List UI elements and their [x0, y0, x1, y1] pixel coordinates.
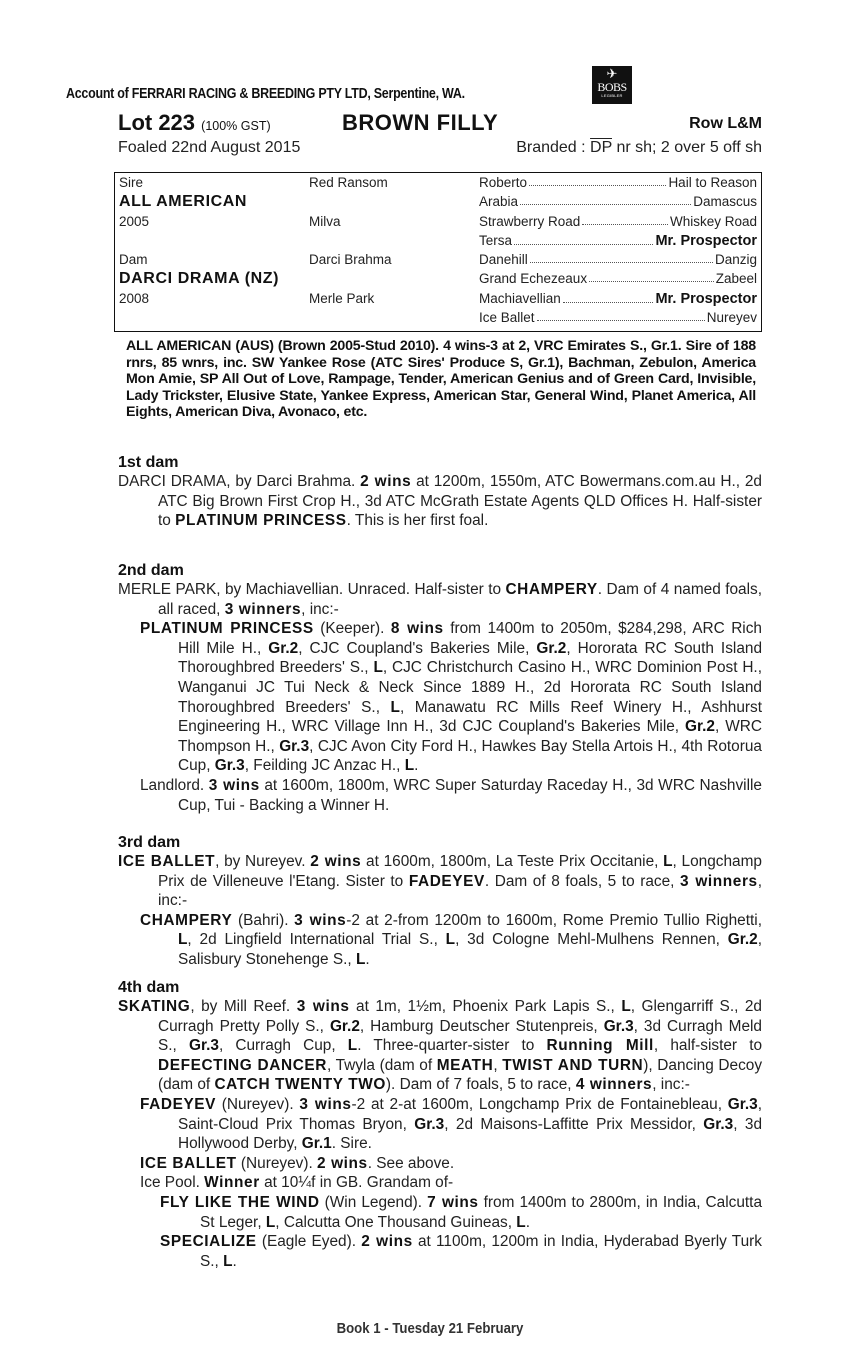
grade: Gr.3	[279, 737, 310, 755]
page-footer: Book 1 - Tuesday 21 February	[336, 1320, 524, 1337]
sire-dam: Milva	[309, 214, 341, 229]
grade: Gr.1	[301, 1135, 332, 1153]
sire-label: Sire	[119, 175, 144, 190]
grade: L	[663, 853, 673, 870]
progeny-champery	[118, 911, 762, 970]
brand-mark: $\overline{DP}$	[590, 139, 612, 156]
horse-name: PLATINUM PRINCESS	[175, 512, 347, 530]
gp-right: Nureyev	[706, 310, 757, 325]
dam-label: Dam	[119, 252, 148, 267]
leader-dots	[529, 175, 666, 186]
text: MERLE PARK, by Machiavellian. Unraced. Half-sister to	[118, 581, 506, 598]
text: at 1600m, 1800m, WRC Super Saturday Raceday H., 3d WRC Nashville Cup, Tui - Backing a Winner H.	[178, 776, 762, 814]
grade: Gr.3	[188, 1037, 219, 1055]
leader-dots	[589, 271, 714, 282]
grandprogeny-specialize	[118, 1232, 762, 1271]
text: , half-sister to	[653, 1037, 763, 1055]
horse-name: FADEYEV	[408, 872, 485, 890]
grandparent-row	[479, 233, 757, 249]
wins: 3 wins	[299, 1095, 352, 1113]
text: (Win Legend).	[319, 1193, 428, 1211]
fourth-dam-section	[118, 979, 762, 1271]
progeny-landlord	[118, 776, 762, 815]
wins: 8 wins	[390, 620, 444, 638]
grade: Gr.3	[727, 1095, 758, 1113]
leader-dots	[563, 291, 654, 303]
foaled-date: Foaled 22nd August 2015	[118, 139, 301, 156]
sire-name: ALL AMERICAN	[119, 193, 248, 210]
text: DARCI DRAMA, by Darci Brahma.	[118, 473, 361, 490]
grandparent-row	[479, 252, 757, 267]
grandparent-row	[479, 175, 757, 190]
text: , Manawatu RC Mills Reef Winery H., Ashhurst Engineering H., WRC Village Inn H., 3d CJC Coupland's Bakeries Mile,	[178, 698, 762, 736]
gp-left: Roberto	[479, 175, 528, 190]
text: , Twyla (dam of	[327, 1056, 437, 1074]
horse-name: FADEYEV	[140, 1095, 217, 1113]
stable-row: Row L&M	[689, 115, 762, 132]
text: (Nureyev).	[216, 1095, 300, 1113]
progeny-platinum-princess	[118, 619, 762, 776]
gp-left: Grand Echezeaux	[479, 271, 588, 286]
gp-right: Danzig	[714, 252, 757, 267]
gp-right: Mr. Prospector	[655, 291, 757, 307]
text: , inc:-	[301, 600, 339, 618]
grade: L	[516, 1213, 526, 1231]
horse-name: ICE BALLET	[118, 853, 216, 870]
grandparent-row	[479, 291, 757, 307]
text: , Feilding JC Anzac H.,	[244, 757, 405, 775]
text: , CJC Avon City Ford H., Hawkes Bay Stella Artois H., 4th Rotorua Cup,	[178, 737, 762, 775]
branded-label: Branded :	[516, 139, 586, 156]
lot-header	[118, 110, 762, 136]
horse-name: SKATING	[118, 998, 191, 1015]
winners: 3 winners	[680, 872, 758, 890]
grandprogeny-fly-like-the-wind	[118, 1193, 762, 1232]
grade: Gr.2	[685, 718, 715, 736]
text: ,	[493, 1056, 503, 1074]
section-heading: 4th dam	[118, 979, 180, 996]
section-heading: 3rd dam	[118, 834, 181, 851]
first-dam-section	[118, 454, 762, 531]
text: at 10¼f in GB. Grandam of-	[259, 1174, 454, 1192]
text: (Nureyev).	[236, 1154, 318, 1172]
winner: Winner	[204, 1174, 260, 1192]
text: from 1400m to 2050m, $284,298, ARC Rich Hill Mile H.,	[178, 620, 762, 657]
grade: L	[621, 998, 631, 1015]
text: , Curragh Cup,	[218, 1037, 348, 1055]
logo-brand-text: BOBS	[597, 80, 627, 94]
leader-dots	[514, 233, 653, 245]
leader-dots	[537, 310, 705, 321]
text: . See above.	[367, 1154, 455, 1172]
grade: L	[373, 659, 383, 677]
sire-summary: ALL AMERICAN (AUS) (Brown 2005-Stud 2010). 4 wins-3 at 2, VRC Emirates S., Gr.1. Sire of 188 rnrs, 85 wnrs, inc. SW Yankee Rose (ATC Sires' Produce S, Gr.1), Bachman, Zebulon, America Mon Amie, SP All Out of Love, Rampage, Tender, American Genius and of Green Card, Invisible, Lady Trickster, Elusive State, Yankee Express, American Star, General Wind, Planet America, All Eights, American Diva, Avonaco, etc.	[126, 338, 756, 421]
text: , 3d Hollywood Derby,	[178, 1115, 762, 1153]
lot-number	[118, 110, 271, 136]
text: . Sire.	[331, 1135, 372, 1153]
text: at 1m, 1½m, Phoenix Park Lapis S.,	[349, 998, 622, 1015]
third-dam-section	[118, 834, 762, 970]
grade: L	[445, 931, 456, 949]
wins: 2 wins	[310, 853, 362, 870]
text: (Bahri).	[232, 911, 295, 929]
horse-name: CATCH TWENTY TWO	[214, 1076, 386, 1094]
grade: L	[355, 950, 366, 968]
logo-sub-text: LEGIBLER	[601, 93, 623, 98]
gp-left: Ice Ballet	[479, 310, 535, 325]
wins: 3 wins	[296, 998, 350, 1015]
winners: 3 winners	[224, 600, 302, 618]
gp-left: Tersa	[479, 233, 513, 248]
section-heading: 1st dam	[118, 454, 179, 471]
horse-name: FLY LIKE THE WIND	[160, 1193, 320, 1211]
text: , CJC Christchurch Casino H., WRC Dominion Post H., Wanganui JC Tui Neck & Neck Since 1889 H., 2d Hororata RC South Island Thoroughbred Breeders' S.,	[178, 659, 762, 716]
grade: L	[390, 698, 400, 716]
text: , by Nureyev.	[215, 853, 311, 870]
horse-name: DEFECTING DANCER	[158, 1056, 327, 1074]
grade: Gr.3	[703, 1115, 734, 1133]
gp-right: Zabeel	[715, 271, 757, 286]
text: , by Mill Reef.	[190, 998, 297, 1015]
grandparent-row	[479, 194, 757, 209]
grade: L	[404, 757, 415, 775]
dam-year: 2008	[119, 291, 150, 306]
gp-right: Damascus	[693, 194, 757, 209]
fourth-dam-intro	[118, 997, 762, 1095]
text: Landlord.	[140, 776, 209, 794]
pedigree-table	[114, 172, 762, 332]
text: -2 at 2-at 1600m, Longchamp Prix de Fontainebleau,	[351, 1095, 728, 1113]
text: . Three-quarter-sister to	[357, 1037, 547, 1055]
text: .	[525, 1213, 530, 1231]
wins: 2 wins	[360, 473, 412, 490]
grade: Gr.2	[727, 931, 758, 949]
text: , 3d Curragh Meld S.,	[158, 1017, 762, 1055]
grandparent-row	[479, 271, 757, 286]
text: . Dam of 8 foals, 5 to race,	[484, 872, 681, 890]
gp-left: Arabia	[479, 194, 519, 209]
grade: L	[178, 931, 188, 949]
brand-detail: nr sh; 2 over 5 off sh	[616, 139, 762, 156]
third-dam-intro	[118, 852, 762, 911]
horse-name: PLATINUM PRINCESS	[140, 620, 314, 638]
text: from 1400m to 2800m, in India, Calcutta St Leger,	[200, 1193, 762, 1231]
text: ), Dancing Decoy (dam of	[158, 1056, 763, 1094]
text: . This is her first foal.	[346, 512, 489, 530]
grade: L	[265, 1213, 276, 1231]
horse-name: CHAMPERY	[505, 581, 598, 598]
grade: Gr.3	[603, 1017, 634, 1035]
leader-dots	[520, 194, 691, 205]
gp-right: Hail to Reason	[668, 175, 757, 190]
horse-rider-icon: ✈	[606, 66, 618, 81]
text: , Glengarriff S., 2d Curragh Pretty Polly S.,	[158, 998, 762, 1035]
gp-left: Machiavellian	[479, 291, 561, 306]
text: , 2d Maisons-Laffitte Prix Messidor,	[444, 1115, 704, 1133]
sire-year: 2005	[119, 214, 150, 229]
second-dam-intro	[118, 580, 762, 619]
gst-note: (100% GST)	[201, 119, 271, 133]
second-dam-section	[118, 562, 762, 815]
wins: 2 wins	[361, 1233, 413, 1251]
grandparent-row	[479, 214, 757, 229]
dam-dam: Merle Park	[309, 291, 375, 306]
dam-name: DARCI DRAMA (NZ)	[119, 270, 280, 287]
wins: 3 wins	[294, 911, 347, 929]
text: , Hororata RC South Island Thoroughbred Breeders' S.,	[178, 639, 763, 677]
wins: 2 wins	[317, 1154, 368, 1172]
text: -2 at 2-from 1200m to 1600m, Rome Premio Tullio Righetti,	[346, 911, 762, 929]
text: , WRC Thompson H.,	[178, 718, 762, 755]
grade: L	[223, 1252, 233, 1270]
text: at 1100m, 1200m in India, Hyderabad Byerly Turk S.,	[200, 1233, 762, 1270]
text: , Saint-Cloud Prix Thomas Bryon,	[178, 1095, 763, 1133]
text: (Keeper).	[313, 620, 391, 638]
first-dam-paragraph	[118, 472, 762, 531]
text: at 1600m, 1800m, La Teste Prix Occitanie,	[361, 853, 664, 870]
grandparent-row	[479, 310, 757, 325]
gp-right: Mr. Prospector	[655, 233, 757, 249]
text: , inc:-	[652, 1076, 690, 1094]
horse-name: TWIST AND TURN	[502, 1056, 644, 1074]
leader-dots	[530, 252, 713, 263]
text: .	[414, 757, 419, 775]
winners: 4 winners	[575, 1076, 653, 1094]
sire-sire: Red Ransom	[309, 175, 388, 190]
text: , Salisbury Stonehenge S.,	[178, 931, 762, 968]
text: , 3d Cologne Mehl-Mulhens Rennen,	[455, 931, 728, 949]
bobs-logo	[592, 66, 632, 104]
dam-sire: Darci Brahma	[309, 252, 392, 267]
text: (Eagle Eyed).	[256, 1233, 362, 1251]
progeny-ice-pool	[118, 1173, 762, 1193]
grade: Gr.2	[329, 1017, 360, 1035]
horse-name: MEATH	[436, 1056, 494, 1074]
grade: Gr.3	[414, 1115, 445, 1133]
sex-colour: BROWN FILLY	[342, 110, 499, 135]
wins: 3 wins	[208, 776, 260, 794]
leader-dots	[582, 214, 668, 225]
text: , Longchamp Prix de Villeneuve l'Etang. Sister to	[158, 853, 762, 890]
horse-name: ICE BALLET	[140, 1154, 237, 1172]
text: , Calcutta One Thousand Guineas,	[275, 1213, 517, 1231]
text: , Hamburg Deutscher Stutenpreis,	[359, 1017, 604, 1035]
progeny-fadeyev	[118, 1095, 762, 1154]
grade: Gr.2	[536, 639, 567, 657]
text: ). Dam of 7 foals, 5 to race,	[385, 1076, 576, 1094]
vendor-account-line: Account of FERRARI RACING & BREEDING PTY LTD, Serpentine, WA.	[66, 86, 465, 102]
horse-name: Running Mill	[546, 1037, 654, 1055]
gp-right: Whiskey Road	[669, 214, 757, 229]
text: .	[365, 950, 370, 968]
horse-name: SPECIALIZE	[160, 1233, 257, 1251]
section-heading: 2nd dam	[118, 562, 184, 579]
text: , inc:-	[158, 872, 762, 910]
gp-left: Danehill	[479, 252, 528, 267]
text: , 2d Lingfield International Trial S.,	[187, 931, 446, 949]
text: , CJC Coupland's Bakeries Mile,	[298, 639, 537, 657]
grade: Gr.3	[214, 757, 245, 775]
wins: 7 wins	[427, 1193, 479, 1211]
lot-label: Lot 223	[118, 110, 196, 135]
text: .	[232, 1252, 237, 1270]
text: . Dam of 4 named foals, all raced,	[158, 581, 762, 618]
grade: L	[347, 1037, 358, 1055]
text: Ice Pool.	[140, 1174, 205, 1192]
horse-name: CHAMPERY	[140, 911, 233, 929]
grade: Gr.2	[268, 639, 299, 657]
brand-marks	[516, 139, 762, 157]
progeny-ice-ballet	[118, 1154, 762, 1174]
text: at 1200m, 1550m, ATC Bowermans.com.au H., 2d ATC Big Brown First Crop H., 3d ATC McGrath Estate Agents QLD Offices H. Half-sister to	[158, 473, 762, 530]
gp-left: Strawberry Road	[479, 214, 581, 229]
